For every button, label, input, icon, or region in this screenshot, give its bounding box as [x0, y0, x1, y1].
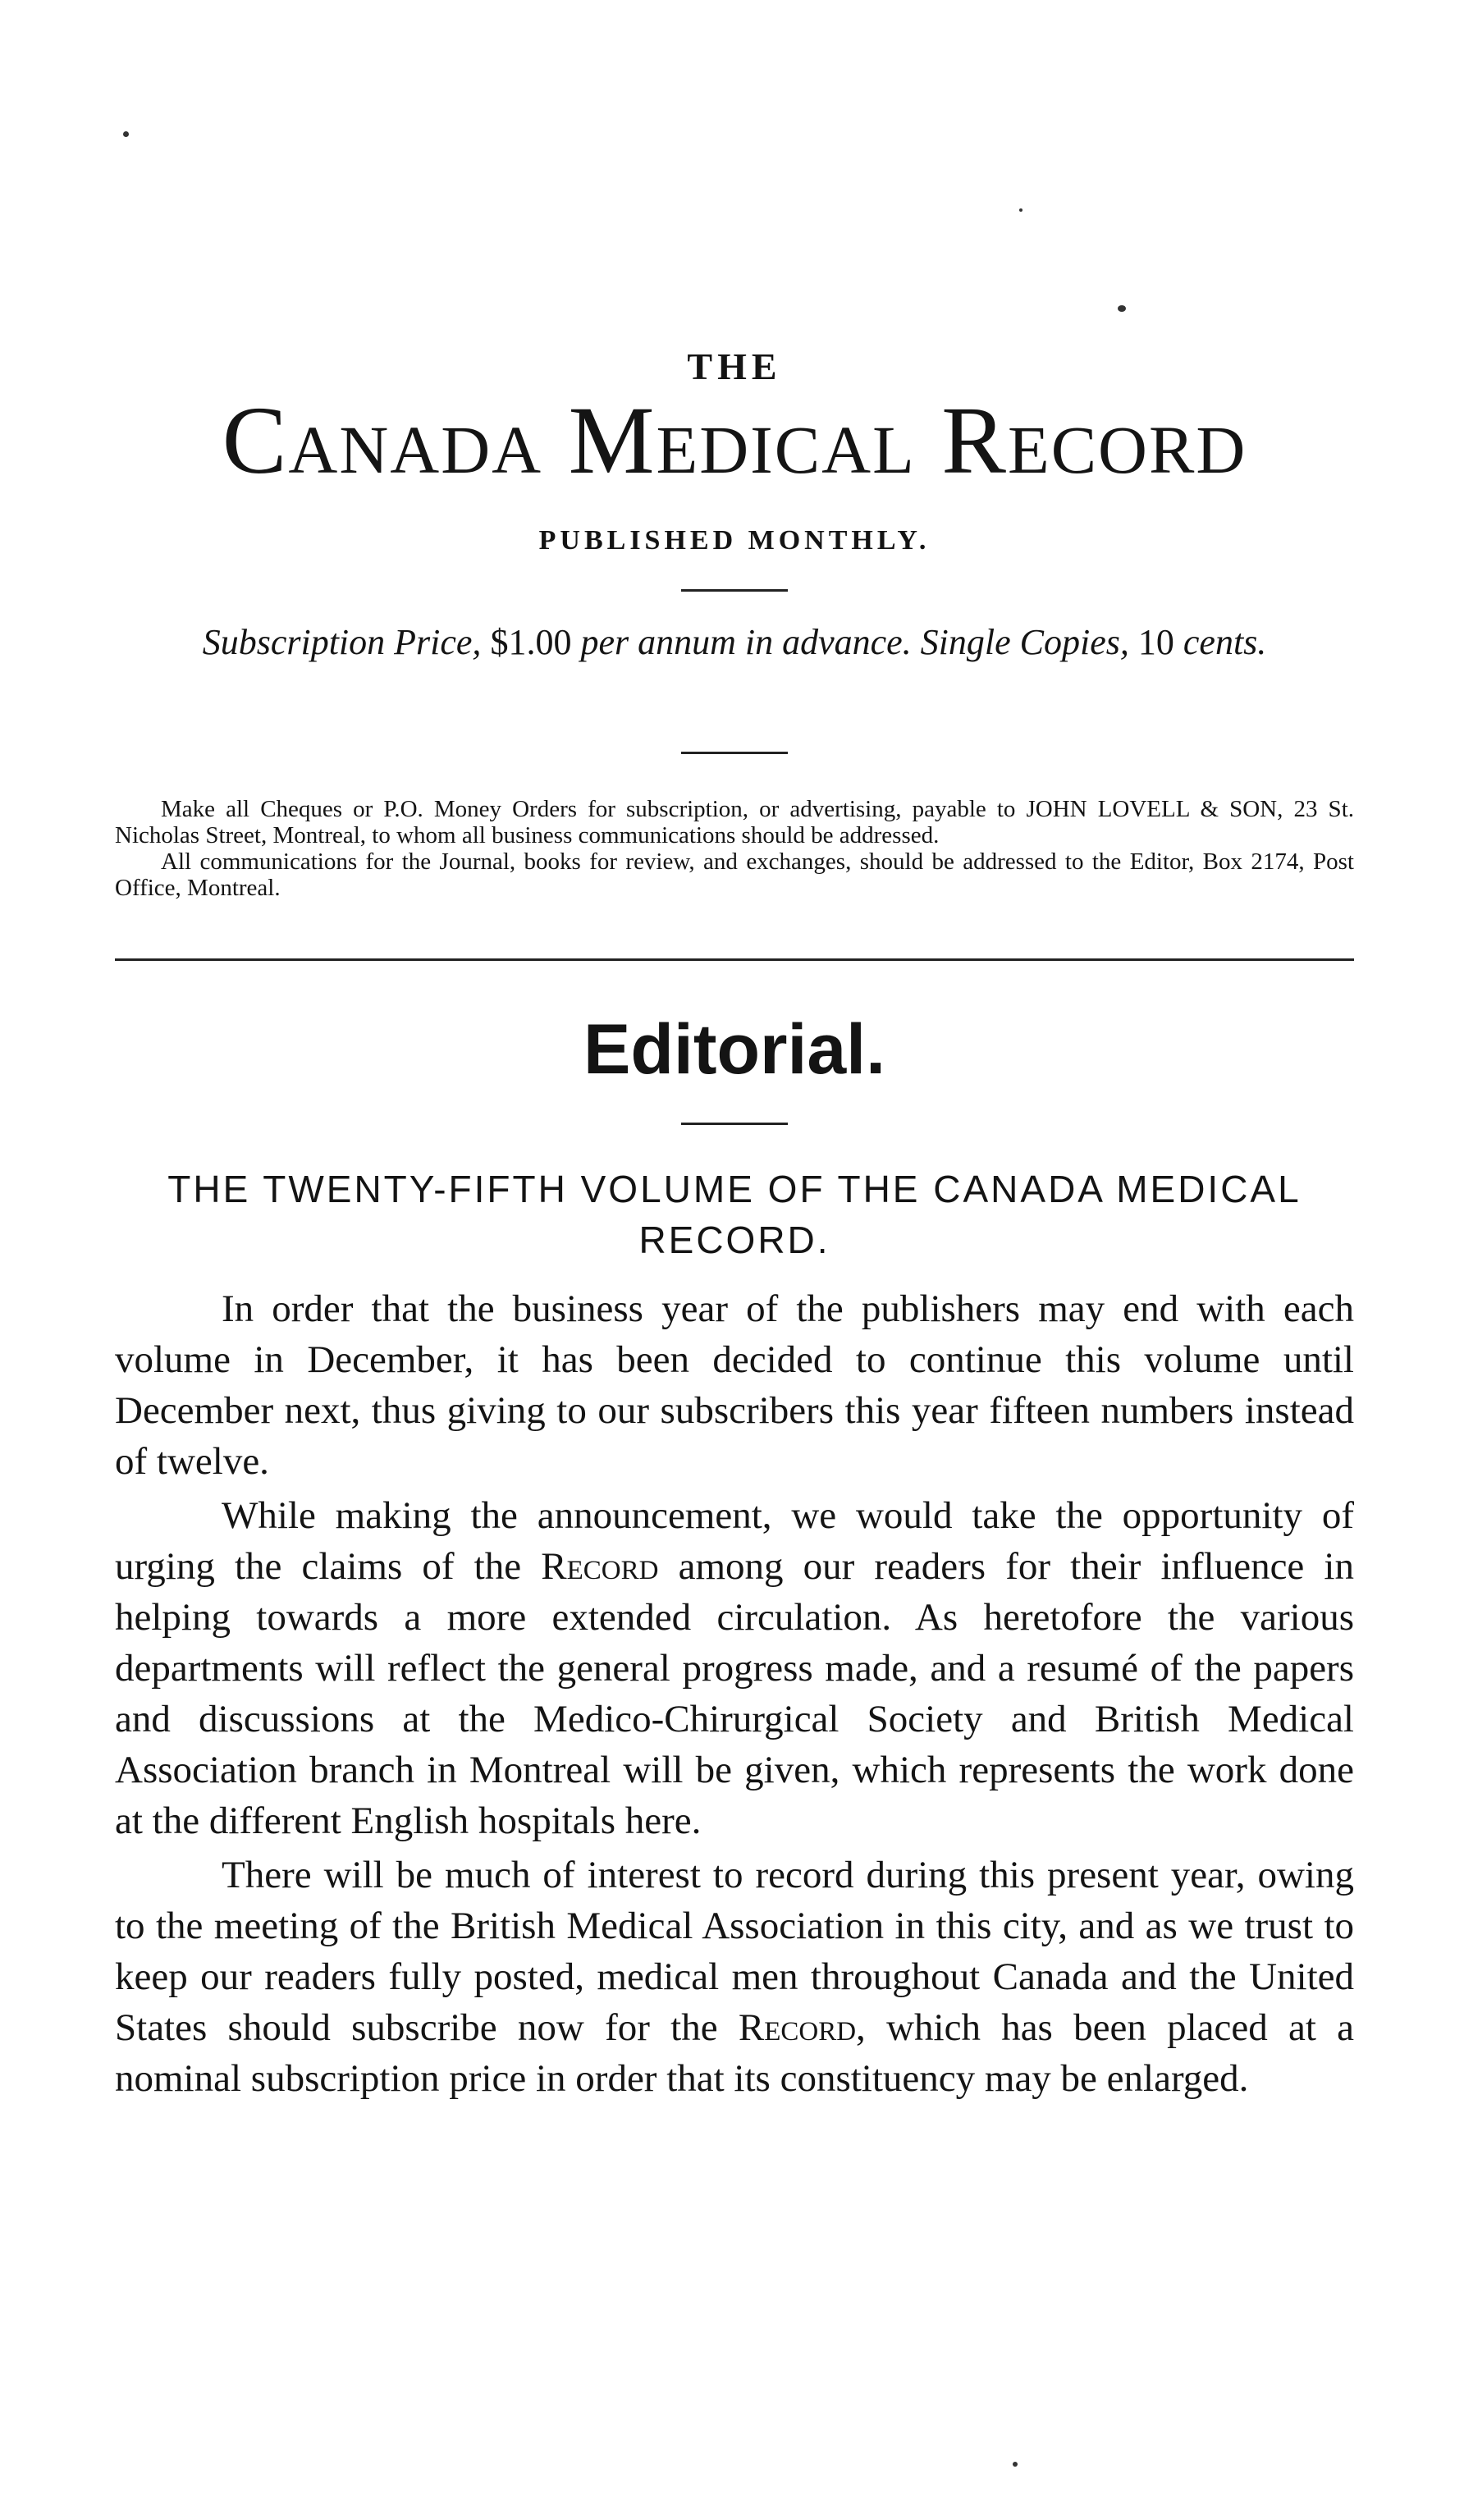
- paragraph: In order that the business year of the publishers may end with each volume in December, it has been decided to continue this volume until December next, thus giving to our subscribers this year fifteen numbers instead of twelve.: [115, 1287, 1354, 1483]
- section-heading: Editorial.: [583, 1010, 885, 1089]
- section-rule: [115, 958, 1354, 961]
- record-name: Record,: [738, 2006, 866, 2049]
- single-copy-price: 10: [1137, 622, 1174, 662]
- divider-rule: [681, 752, 788, 754]
- notice-payment: Make all Cheques or P.O. Money Orders for subscription, or advertising, payable to JOHN LOVELL & SON, 23 St. Nicholas Street, Montreal, to whom all business communications should be addressed.: [115, 796, 1354, 848]
- paragraph: [115, 1490, 1354, 1846]
- paragraph-text: There will be much of interest to record during this present year, owing to the meeting of the British Medical Association in this city, and as we trust to keep our readers fully posted, medical men throughout Canada and the United States should subscribe now for the: [115, 1854, 1354, 2049]
- masthead-the: THE: [687, 345, 782, 387]
- single-copy-unit: cents.: [1183, 622, 1267, 662]
- notice-communications: All communications for the Journal, books for review, and exchanges, should be addressed to the Editor, Box 2174, Post Office, Montreal.: [115, 848, 1354, 901]
- article-title: THE TWENTY-FIFTH VOLUME OF THE CANADA MEDICAL RECORD.: [167, 1168, 1302, 1261]
- journal-page: [115, 0, 1354, 2520]
- paragraph-text: While making the announcement, we would take the opportunity of urging the claims of the: [115, 1494, 1354, 1588]
- subscription-label: Subscription Price,: [202, 622, 482, 662]
- subscription-terms: per annum in advance. Single Copies,: [580, 622, 1129, 662]
- divider-rule: [681, 589, 788, 592]
- divider-rule: [681, 1123, 788, 1125]
- paragraph-text: among our readers for their influence in helping towards a more extended circulation. As heretofore the various departments will reflect the general progress made, and a resumé of the papers and discussions at the Medico-Chirurgical Society and British Medical Association branch in Montreal will be given, which represents the work done at the different English hospitals here.: [115, 1545, 1354, 1842]
- paragraph-text: which has been placed at a nominal subscription price in order that its constituency may be enlarged.: [115, 2006, 1355, 2100]
- subscription-amount: $1.00: [490, 622, 572, 662]
- journal-title: Canada Medical Record: [222, 386, 1247, 494]
- paragraph: [115, 1850, 1354, 2104]
- subscription-price: [164, 617, 1305, 668]
- publication-frequency: PUBLISHED MONTHLY.: [538, 525, 931, 556]
- article-body: [115, 1283, 1354, 2107]
- publisher-notice: [115, 796, 1354, 901]
- record-name: Record: [541, 1545, 659, 1588]
